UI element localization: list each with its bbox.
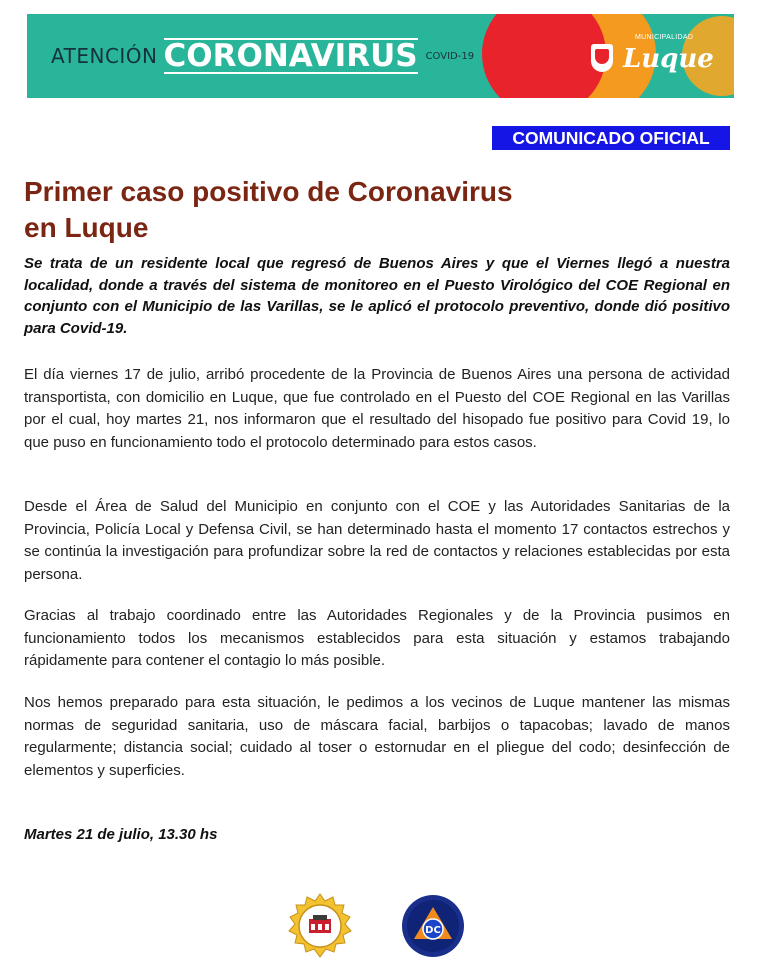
municipality-label: MUNICIPALIDAD: [635, 34, 694, 41]
municipality-seal-icon: [591, 44, 613, 72]
paragraph: El día viernes 17 de julio, arribó procedente de la Provincia de Buenos Aires una persona de actividad transportista, con domicilio en Luque, que fue controlado en el Puesto del COE Regional en las Varillas por el cual, hoy martes 21, nos informaron que el resultado del hisopado fue positivo para Covid 19, lo que puso en funcionamiento todo el protocolo determinado para estos casos.: [24, 366, 730, 451]
banner-atencion: ATENCIÓN: [51, 44, 158, 68]
banner-covid: COVID-19: [425, 50, 475, 62]
luque-logo: Luque: [623, 44, 714, 74]
banner-headline: [51, 38, 474, 74]
dc-initials: DC: [425, 925, 441, 936]
article-title: [24, 174, 674, 246]
police-badge-icon: [287, 893, 353, 959]
paragraph: Desde el Área de Salud del Municipio en conjunto con el COE y las Autoridades Sanitarias de la Provincia, Policía Local y Defensa Civil, se han determinado hasta el momento 17 contactos estrechos y se continúa la investigación para profundizar sobre la red de contactos y relaciones establecidas por esta persona.: [24, 498, 730, 583]
civil-defense-icon: [400, 893, 466, 959]
title-line-2: en Luque: [24, 212, 149, 243]
banner-coronavirus: CORONAVIRUS: [163, 38, 418, 74]
dateline: Martes 21 de julio, 13.30 hs: [24, 826, 218, 843]
header-banner: [27, 14, 734, 98]
paragraph: Gracias al trabajo coordinado entre las Autoridades Regionales y de la Provincia pusimos en funcionamiento todos los mecanismos establecidos para esta situación y estamos trabajando rápidamente para contener el contagio lo más posible.: [24, 607, 730, 669]
article-lead: Se trata de un residente local que regresó de Buenos Aires y que el Viernes llegó a nuestra localidad, donde a través del sistema de monitoreo en el Puesto Virológico del COE Regional en conjunto con el Municipio de las Varillas, se le aplicó el protocolo preventivo, donde dió positivo para Covid-19.: [24, 255, 730, 337]
paragraph: Nos hemos preparado para esta situación, le pedimos a los vecinos de Luque mantener las mismas normas de seguridad sanitaria, uso de máscara facial, barbijos o tapacobas; lavado de manos regularmente; distancia social; cuidado al toser o estornudar en el pliegue del codo; desinfección de elementos y superficies.: [24, 694, 730, 779]
title-line-1: Primer caso positivo de Coronavirus: [24, 176, 513, 207]
official-statement-badge: COMUNICADO OFICIAL: [492, 126, 730, 150]
